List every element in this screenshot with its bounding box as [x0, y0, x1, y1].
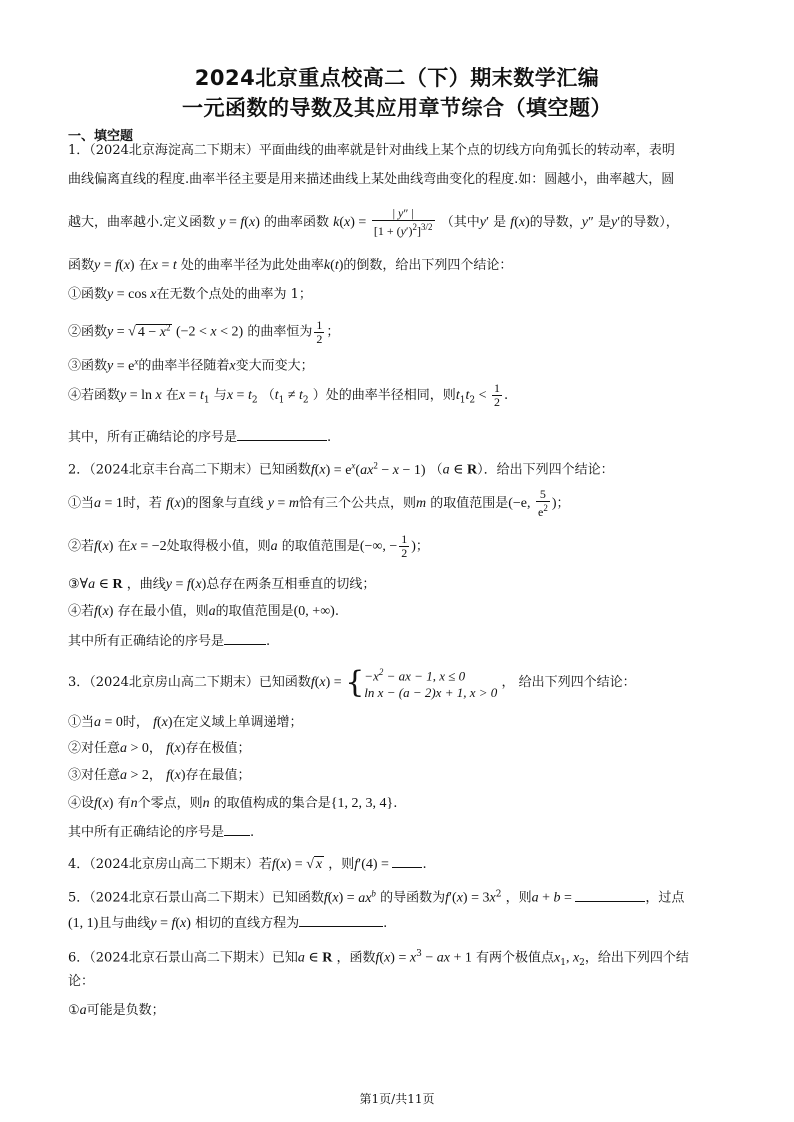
q5-line-2: (1, 1)且与曲线y = f(x) 相切的直线方程为 .: [68, 913, 728, 933]
q3-option-3: ③对任意a > 2， f(x)存在最值；: [68, 768, 251, 783]
q2-line-1: 2．（2024北京丰台高二下期末）已知函数$f(x) = e^x(ax^2 - x - 1)$ （a ∈ R）．给出下列四个结论：: [68, 460, 614, 478]
document-title: 2024北京重点校高二（下）期末数学汇编: [194, 66, 600, 90]
document-subtitle: 一元函数的导数及其应用章节综合（填空题）: [182, 96, 612, 120]
q3-option-2: ②对任意a > 0， f(x)存在极值；: [68, 741, 251, 756]
q3-question: 其中所有正确结论的序号是 .: [68, 822, 728, 842]
q1-option-4: ④若函数y = ln x 在$x = t_1$ 与$x = t_2$ （$t_1 \ne t_2$ ）处的曲率半径相同，则$t_1t_2$ < $\frac{1}{2}$ .: [68, 382, 509, 409]
q2-option-4: ④若f(x) 存在最小值，则a的取值范围是(0, +∞).: [68, 604, 339, 619]
q1-option-3: ③函数$y = e^x$的曲率半径随着x变大而变大；: [68, 356, 314, 374]
answer-blank[interactable]: [237, 427, 327, 441]
q2-option-2: ②若f(x) 在x = −2处取得极小值，则a 的取值范围是(−∞, − $\frac{1}{2}$ )；: [68, 533, 429, 560]
answer-blank[interactable]: [224, 631, 266, 645]
q2-option-1: ①当a = 1时，若 f(x)的图象与直线 y = m恰有三个公共点，则m 的取值范围是(−e, $\frac{5}{e^2}$ )；: [68, 488, 570, 519]
page-footer: 第1页/共11页: [359, 1092, 435, 1106]
q1-question: 其中，所有正确结论的序号是 .: [68, 427, 728, 447]
q6-option-1: ①a可能是负数；: [68, 1003, 165, 1018]
q3-option-1: ①当a = 0时， f(x)在定义域上单调递增；: [68, 715, 303, 730]
q3-option-4: ④设f(x) 有n个零点，则n 的取值构成的集合是{1, 2, 3, 4}.: [68, 796, 398, 811]
piecewise-function: $-x^2$ − ax − 1, x ≤ 0 ln x − (a − 2)x + 1, x > 0: [364, 667, 498, 701]
q6-line-1: 6．（2024北京石景山高二下期末）已知a ∈ R ，函数$f(x) = x^3$ − ax + 1 有两个极值点$x_1$, $x_2$，给出下列四个结: [68, 949, 689, 968]
q2-option-3: ③∀a ∈ R ，曲线y = f(x)总存在两条互相垂直的切线；: [68, 577, 376, 592]
answer-blank[interactable]: [224, 822, 250, 836]
q1-line-4: 函数y = f(x) 在x = t 处的曲率半径为此处曲率k(t)的倒数，给出下列四个结论：: [68, 258, 513, 273]
answer-blank[interactable]: [392, 854, 422, 868]
q6-line-2: 论：: [68, 974, 95, 989]
q3-line-1: 3．（2024北京房山高二下期末）已知函数f(x) = { $-x^2$ − ax − 1, x ≤ 0 ln x − (a − 2)x + 1, x > 0 ， 给出下列四个结论：: [68, 664, 636, 701]
curvature-formula: $\frac{| y'' |}{[1 + (y')^2]^{3/2}}$: [373, 207, 433, 238]
q1-line-2: 曲线偏离直线的程度.曲率半径主要是用来描述曲线上某处曲线弯曲变化的程度.如：圆越小，曲率越大，圆: [68, 172, 675, 187]
q4-line: 4．（2024北京房山高二下期末）若f(x) = √ x ，则f′(4) = .: [68, 854, 728, 874]
q2-question: 其中所有正确结论的序号是 .: [68, 631, 728, 651]
q1-line-3: 越大，曲率越小.定义函数 y = f(x) 的曲率函数 k(x) = $\frac{| y'' |}{[1 + (y')^2]^{3/2}}$ （其中y′ 是 f(x)的导数，y″ 是y′的导数），: [68, 207, 679, 238]
q5-line-1: 5．（2024北京石景山高二下期末）已知函数$f(x) = ax^b$ 的导函数为$f'(x) = 3x^2$ ，则a + b = ，过点: [68, 888, 685, 906]
section-heading: 一、填空题: [68, 129, 134, 144]
q1-option-2: ②函数y = √ $4 - x^2$ (−2 < x < 2) 的曲率恒为 $\frac{1}{2}$ ；: [68, 317, 340, 346]
answer-blank[interactable]: [299, 913, 383, 927]
q1-option-1: ①函数y = cos x在无数个点处的曲率为 1；: [68, 287, 312, 302]
answer-blank[interactable]: [575, 888, 645, 902]
q1-line-1: 1．（2024北京海淀高二下期末）平面曲线的曲率就是针对曲线上某个点的切线方向角弧长的转动率，表明: [68, 143, 675, 158]
